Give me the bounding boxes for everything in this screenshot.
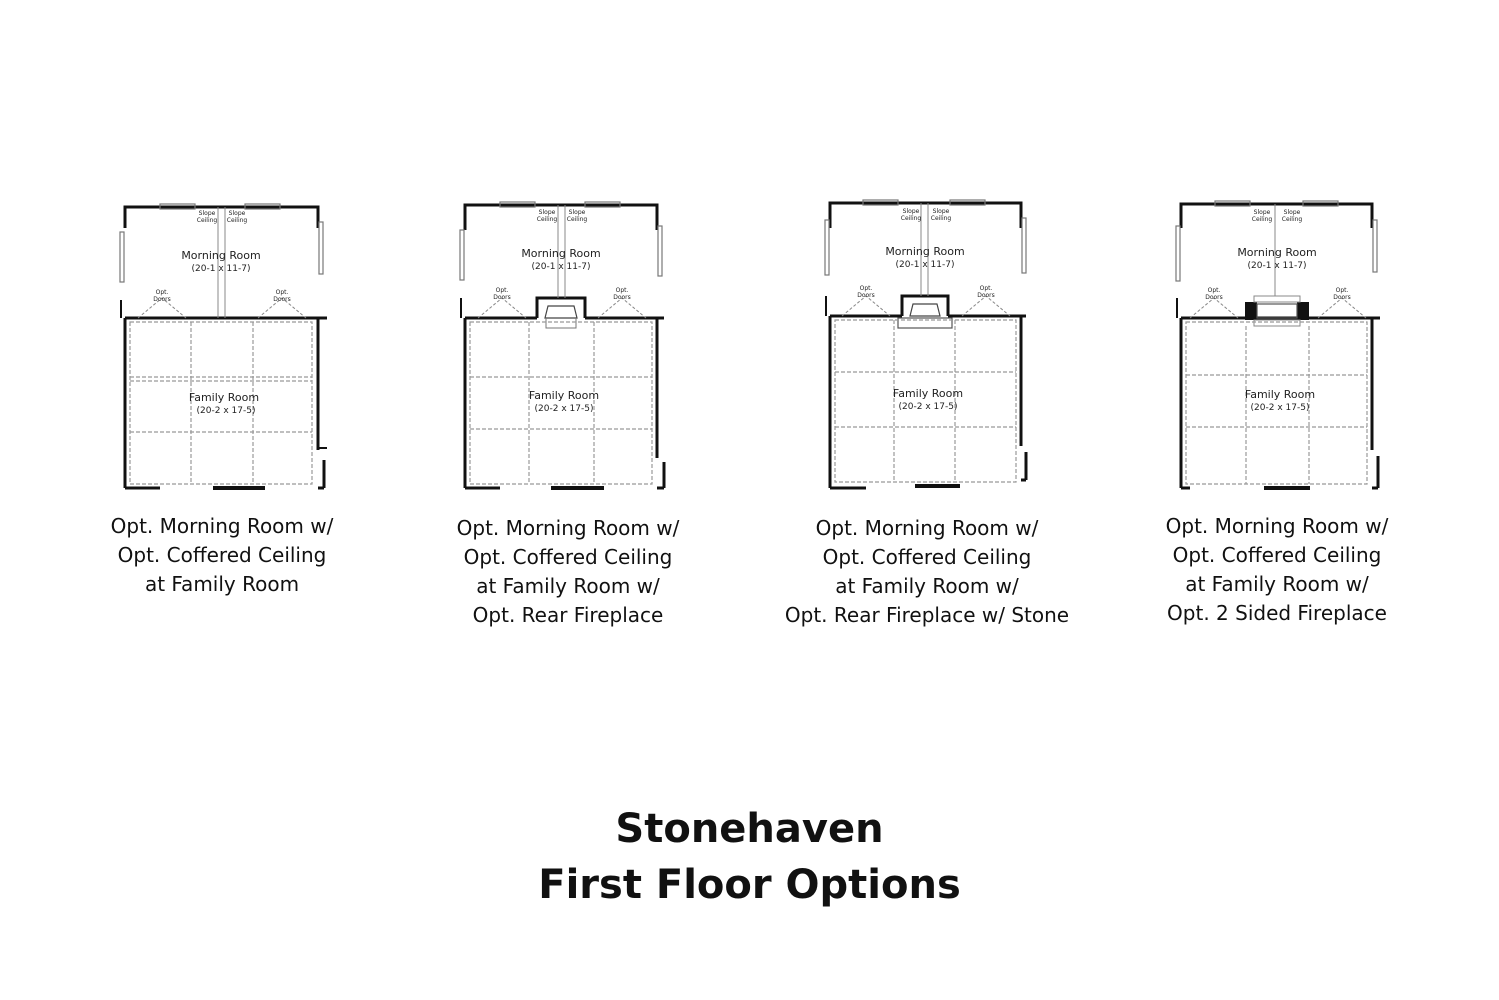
opt-doors-left-label-2: Doors <box>857 292 875 299</box>
plan-3-caption <box>742 514 1112 630</box>
slope-ceiling-left-label: Slope <box>198 210 216 217</box>
slope-ceiling-left-label: Slope <box>538 209 556 216</box>
morning-room-label: Morning Room <box>1237 246 1317 259</box>
slope-ceiling-right-label: Slope <box>932 208 950 215</box>
slope-ceiling-left-label: Slope <box>1253 209 1271 216</box>
caption-line: Opt. Coffered Ceiling <box>1172 543 1382 567</box>
slope-ceiling-left-label: Slope <box>902 208 920 215</box>
caption-line: at Family Room w/ <box>1185 572 1369 596</box>
caption-line: at Family Room w/ <box>476 574 660 598</box>
caption-line: Opt. Morning Room w/ <box>815 516 1039 540</box>
caption-line: Opt. Rear Fireplace w/ Stone <box>784 603 1070 627</box>
caption-line: Opt. Coffered Ceiling <box>117 543 327 567</box>
slope-ceiling-right-label-2: Ceiling <box>930 215 952 222</box>
morning-room-dims: (20-1 x 11-7) <box>895 260 955 270</box>
family-room-dims: (20-2 x 17-5) <box>534 404 594 414</box>
opt-doors-right-label: Opt. <box>1335 287 1349 294</box>
opt-doors-left-label: Opt. <box>1207 287 1221 294</box>
opt-doors-right-label-2: Doors <box>977 292 995 299</box>
slope-ceiling-right-label-2: Ceiling <box>226 217 248 224</box>
morning-room-label: Morning Room <box>181 249 261 262</box>
family-room-dims: (20-2 x 17-5) <box>196 406 256 416</box>
opt-doors-left-label: Opt. <box>495 287 509 294</box>
slope-ceiling-right-label-2: Ceiling <box>566 216 588 223</box>
caption-line: at Family Room w/ <box>835 574 1019 598</box>
opt-doors-right-label: Opt. <box>615 287 629 294</box>
page-subtitle: First Floor Options <box>538 862 961 908</box>
family-room-dims: (20-2 x 17-5) <box>1250 403 1310 413</box>
family-room-label: Family Room <box>188 391 260 404</box>
opt-doors-right-label: Opt. <box>275 289 289 296</box>
opt-doors-right-label: Opt. <box>979 285 993 292</box>
slope-ceiling-right-label: Slope <box>228 210 246 217</box>
caption-line: Opt. Coffered Ceiling <box>822 545 1032 569</box>
morning-room-label: Morning Room <box>885 245 965 258</box>
page-title: Stonehaven <box>615 806 884 852</box>
slope-ceiling-right-label-2: Ceiling <box>1281 216 1303 223</box>
slope-ceiling-left-label-2: Ceiling <box>536 216 558 223</box>
caption-line: at Family Room <box>144 572 300 596</box>
opt-doors-left-label-2: Doors <box>153 296 171 303</box>
caption-line: Opt. Morning Room w/ <box>1165 514 1389 538</box>
opt-doors-right-label-2: Doors <box>613 294 631 301</box>
family-room-label: Family Room <box>1244 388 1316 401</box>
opt-doors-right-label-2: Doors <box>1333 294 1351 301</box>
caption-line: Opt. Coffered Ceiling <box>463 545 673 569</box>
opt-doors-left-label-2: Doors <box>493 294 511 301</box>
caption-line: Opt. Morning Room w/ <box>456 516 680 540</box>
opt-doors-right-label-2: Doors <box>273 296 291 303</box>
opt-doors-left-label: Opt. <box>155 289 169 296</box>
slope-ceiling-right-label: Slope <box>568 209 586 216</box>
opt-doors-left-label-2: Doors <box>1205 294 1223 301</box>
plan-2-caption <box>408 514 728 630</box>
slope-ceiling-left-label-2: Ceiling <box>1251 216 1273 223</box>
slope-ceiling-left-label-2: Ceiling <box>900 215 922 222</box>
slope-ceiling-right-label: Slope <box>1283 209 1301 216</box>
caption-line: Opt. Rear Fireplace <box>472 603 664 627</box>
morning-room-dims: (20-1 x 11-7) <box>531 262 591 272</box>
family-room-label: Family Room <box>528 389 600 402</box>
morning-room-dims: (20-1 x 11-7) <box>1247 261 1307 271</box>
caption-line: Opt. Morning Room w/ <box>110 514 334 538</box>
slope-ceiling-left-label-2: Ceiling <box>196 217 218 224</box>
caption-line: Opt. 2 Sided Fireplace <box>1167 601 1387 625</box>
plan-1-caption <box>62 512 382 599</box>
family-room-dims: (20-2 x 17-5) <box>898 402 958 412</box>
morning-room-dims: (20-1 x 11-7) <box>191 264 251 274</box>
plan-4-caption <box>1117 512 1437 628</box>
opt-doors-left-label: Opt. <box>859 285 873 292</box>
morning-room-label: Morning Room <box>521 247 601 260</box>
family-room-label: Family Room <box>892 387 964 400</box>
